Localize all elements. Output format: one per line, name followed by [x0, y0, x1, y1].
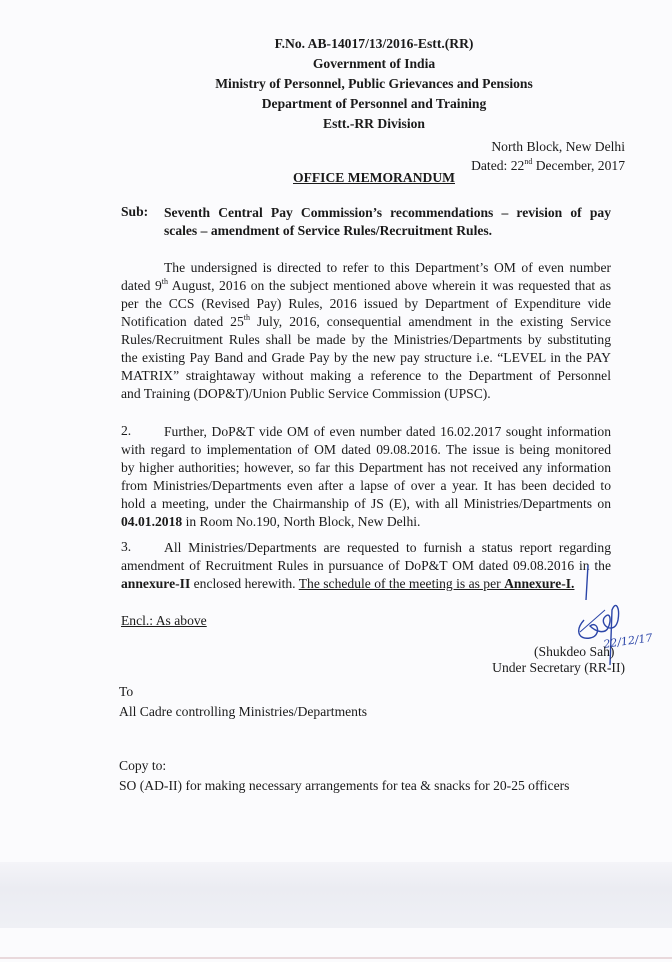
paragraph-line — [121, 513, 611, 531]
paragraph-line — [121, 441, 611, 459]
text-segment: annexure-II — [121, 576, 191, 591]
text-segment: Rules/Recruitment Rules shall be made by the Ministries/Departments by substituting — [121, 332, 611, 347]
text-segment: 04.01.2018 — [121, 514, 183, 529]
subject-text — [164, 204, 611, 240]
paragraph-line — [121, 575, 611, 593]
paragraph-line — [121, 539, 611, 557]
text-segment: amendment of Recruitment Rules in pursuance of DoP&T OM dated 09.08.2016 in the — [121, 558, 611, 573]
page-edge — [0, 957, 672, 959]
enclosure: Encl.: As above — [121, 613, 207, 628]
signatory-designation: Under Secretary (RR-II) — [492, 660, 625, 675]
text-segment: August, 2016 on the subject mentioned above wherein it was requested that as — [168, 278, 611, 293]
paragraph-line — [121, 385, 611, 403]
text-segment: Further, DoP&T vide OM of even number dated 16.02.2017 sought information — [164, 424, 611, 439]
text-segment: per the CCS (Revised Pay) Rules, 2016 issued by Department of Expenditure vide — [121, 296, 611, 311]
paragraph-line — [121, 557, 611, 575]
government-heading: Government of India — [312, 56, 436, 71]
copy-to-label: Copy to: — [119, 758, 167, 773]
addressee: All Cadre controlling Ministries/Departments — [119, 704, 368, 719]
paragraph-2 — [121, 423, 611, 531]
subject-line: Seventh Central Pay Commission’s recommendations – revision of pay — [164, 205, 611, 220]
text-segment: July, 2016, consequential amendment in the existing Service — [249, 314, 612, 329]
text-segment: the existing Pay Band and Grade Pay by the new pay structure i.e. “LEVEL in the PAY — [121, 350, 611, 365]
signatory-name: (Shukdeo Sah) — [534, 644, 615, 659]
text-segment: from Ministries/Departments even after a lapse of over a year. It has been decided to — [121, 478, 611, 493]
date-prefix: Dated: 22 — [471, 158, 525, 173]
text-segment: with regard to implementation of OM dated 09.08.2016. The issue is being monitored — [121, 442, 611, 457]
place: North Block, New Delhi — [491, 139, 625, 154]
paragraph-line — [121, 295, 611, 313]
memo-title: OFFICE MEMORANDUM — [293, 170, 455, 185]
paragraph-line — [121, 313, 611, 331]
paragraph-1 — [121, 259, 611, 403]
paragraph-line — [121, 495, 611, 513]
scan-shadow-band — [0, 862, 672, 928]
text-segment: and Training (DOP&T)/Union Public Service Commission (UPSC). — [121, 386, 491, 401]
text-segment: Notification dated 25 — [121, 314, 244, 329]
paragraph-3 — [121, 539, 611, 593]
addressee-label: To — [119, 684, 134, 699]
department-heading: Department of Personnel and Training — [261, 96, 487, 111]
subject-label: Sub: — [121, 204, 149, 219]
text-segment: Annexure-I. — [504, 576, 575, 591]
text-segment: by higher authorities; however, so far this Department has not received any information — [121, 460, 611, 475]
text-segment: enclosed herewith. — [190, 576, 299, 591]
paragraph-line — [121, 367, 611, 385]
paragraph-line — [121, 423, 611, 441]
paragraph-line — [121, 349, 611, 367]
text-segment: The schedule of the meeting is as per — [298, 576, 505, 591]
text-segment: MATRIX” straightaway without making a reference to the Department of Personnel — [121, 368, 611, 383]
paragraph-3-number: 3. — [121, 539, 132, 554]
paragraph-line — [121, 331, 611, 349]
subject-line: scales – amendment of Service Rules/Recruitment Rules. — [164, 223, 493, 238]
text-segment: in Room No.190, North Block, New Delhi. — [182, 514, 421, 529]
ministry-heading: Ministry of Personnel, Public Grievances and Pensions — [215, 76, 533, 91]
division-heading: Estt.-RR Division — [323, 116, 425, 131]
superscript: th — [161, 277, 169, 286]
copy-to: SO (AD-II) for making necessary arrangements for tea & snacks for 20-25 officers — [119, 778, 570, 793]
date-sup: nd — [524, 157, 533, 166]
text-segment: hold a meeting, under the Chairmanship of JS (E), with all Ministries/Departments on — [121, 496, 611, 511]
svg-text:22/12/17: 22/12/17 — [602, 631, 654, 651]
date-suffix: December, 2017 — [532, 158, 625, 173]
text-segment: The undersigned is directed to refer to this Department’s OM of even number — [164, 260, 611, 275]
paragraph-line — [121, 277, 611, 295]
paragraph-line — [121, 259, 611, 277]
superscript: th — [243, 313, 250, 322]
text-segment: All Ministries/Departments are requested to furnish a status report regarding — [164, 540, 611, 555]
paragraph-line — [121, 477, 611, 495]
paragraph-2-number: 2. — [121, 423, 132, 438]
text-segment: dated 9 — [121, 278, 162, 293]
paragraph-line — [121, 459, 611, 477]
file-number: F.No. AB-14017/13/2016-Estt.(RR) — [274, 36, 474, 51]
